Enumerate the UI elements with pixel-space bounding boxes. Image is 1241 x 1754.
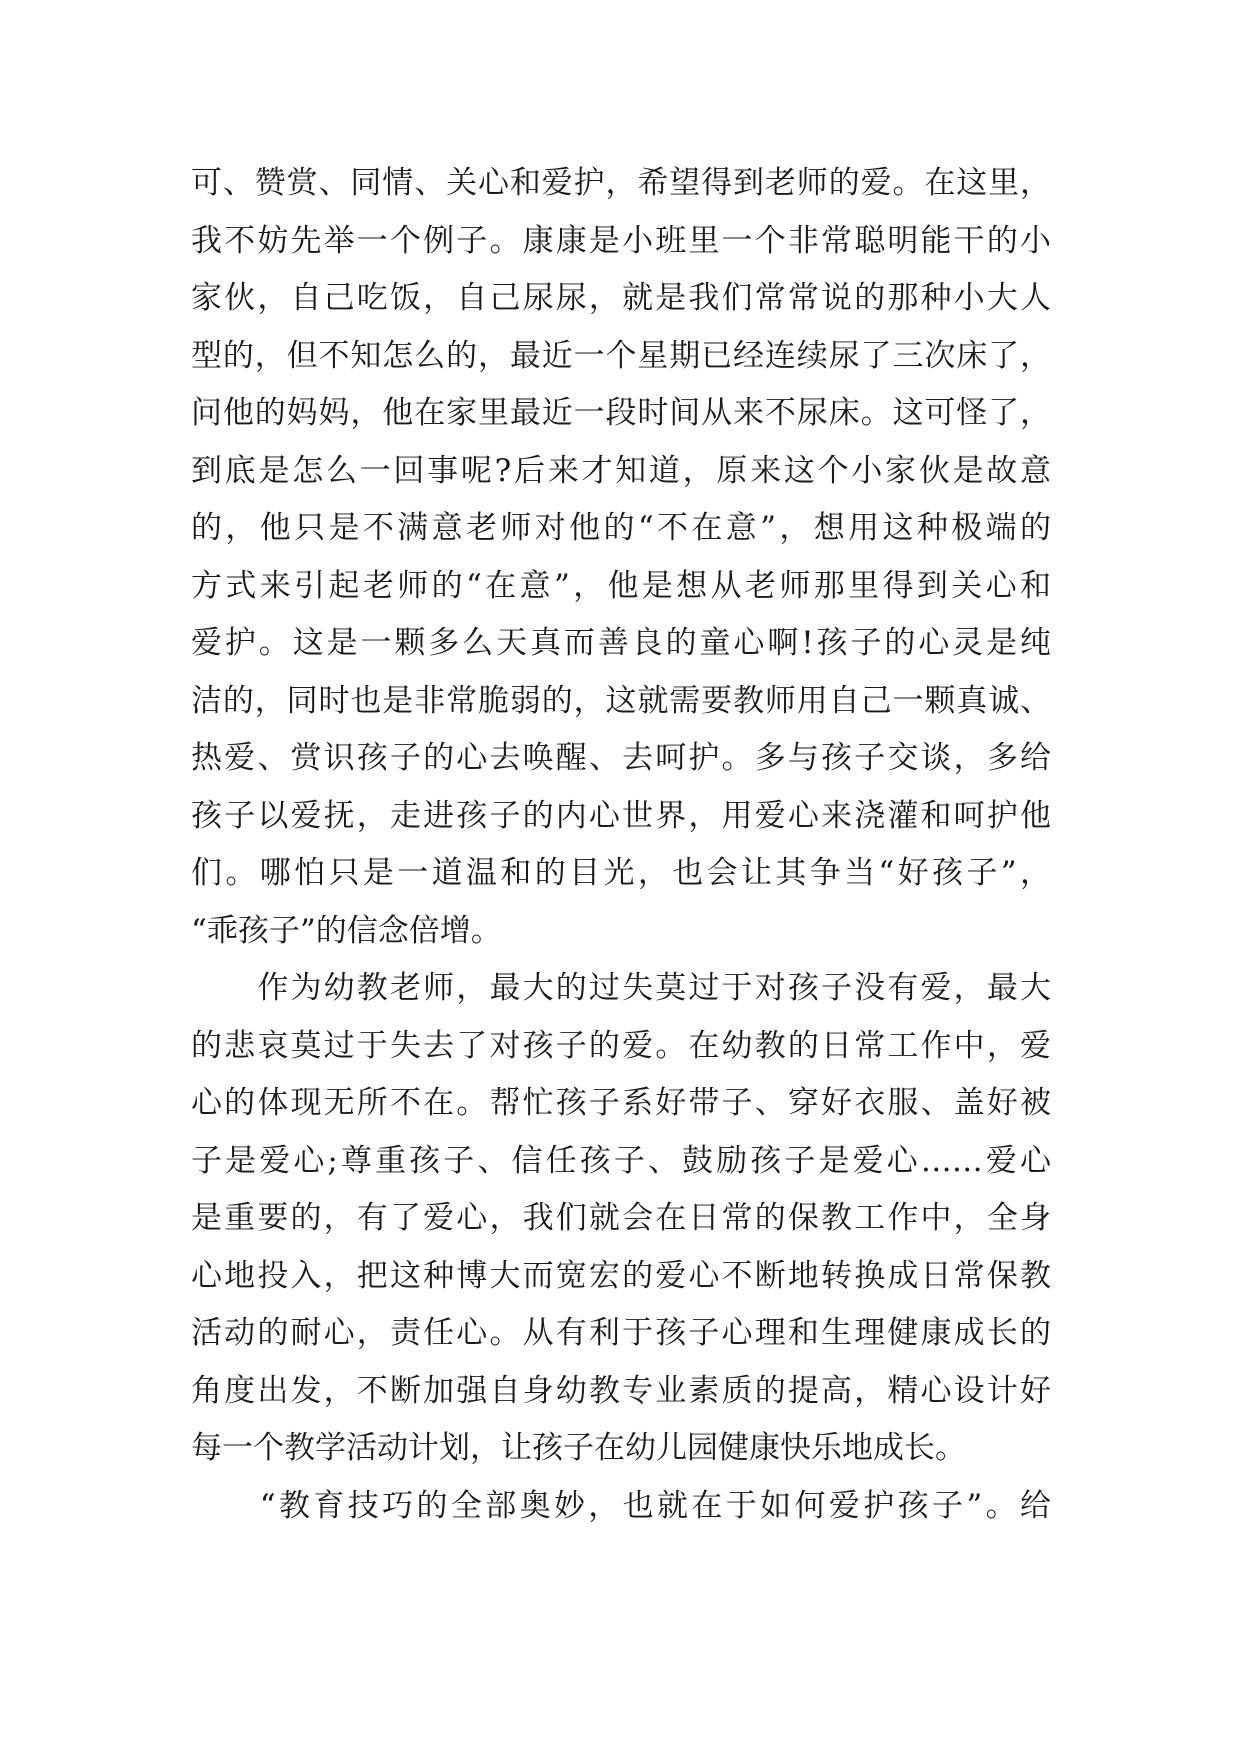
text-line: 家伙，自己吃饭，自己尿尿，就是我们常常说的那种小大人	[191, 280, 1051, 316]
text-line: 作为幼教老师，最大的过失莫过于对孩子没有爱，最大	[191, 970, 1051, 1006]
text-line: 洁的，同时也是非常脆弱的，这就需要教师用自己一颗真诚、	[191, 682, 1051, 719]
body-text	[191, 155, 1051, 1535]
text-line: 问他的妈妈，他在家里最近一段时间从来不尿床。这可怪了，	[191, 395, 1051, 431]
text-line: 的，他只是不满意老师对他的“不在意”，想用这种极端的	[191, 510, 1051, 546]
text-line: 每一个教学活动计划，让孩子在幼儿园健康快乐地成长。	[191, 1430, 966, 1466]
text-line: 角度出发，不断加强自身幼教专业素质的提高，精心设计好	[191, 1372, 1051, 1409]
text-line: 是重要的，有了爱心，我们就会在日常的保教工作中，全身	[191, 1200, 1051, 1236]
text-line: “乖孩子”的信念倍增。	[191, 912, 502, 949]
text-line: 心地投入，把这种博大而宽宏的爱心不断地转换成日常保教	[191, 1257, 1051, 1294]
text-line: “教育技巧的全部奥妙，也就在于如何爱护孩子”。给	[191, 1487, 1051, 1524]
text-line: 孩子以爱抚，走进孩子的内心世界，用爱心来浇灌和呵护他	[191, 797, 1051, 834]
text-line: 我不妨先举一个例子。康康是小班里一个非常聪明能干的小	[191, 222, 1051, 259]
text-line: 心的体现无所不在。帮忙孩子系好带子、穿好衣服、盖好被	[191, 1085, 1051, 1121]
text-line: 们。哪怕只是一道温和的目光，也会让其争当“好孩子”，	[191, 855, 1051, 891]
text-line: 热爱、赏识孩子的心去唤醒、去呵护。多与孩子交谈，多给	[191, 740, 1051, 776]
text-line: 型的，但不知怎么的，最近一个星期已经连续尿了三次床了，	[191, 337, 1051, 374]
text-line: 子是爱心;尊重孩子、信任孩子、鼓励孩子是爱心……爱心	[191, 1142, 1051, 1179]
text-line: 爱护。这是一颗多么天真而善良的童心啊!孩子的心灵是纯	[191, 625, 1051, 661]
text-line: 可、赞赏、同情、关心和爱护，希望得到老师的爱。在这里，	[191, 165, 1051, 201]
text-line: 方式来引起老师的“在意”，他是想从老师那里得到关心和	[191, 567, 1051, 604]
text-line: 的悲哀莫过于失去了对孩子的爱。在幼教的日常工作中，爱	[191, 1027, 1051, 1064]
text-line: 活动的耐心，责任心。从有利于孩子心理和生理健康成长的	[191, 1315, 1051, 1351]
text-line: 到底是怎么一回事呢?后来才知道，原来这个小家伙是故意	[191, 452, 1051, 489]
